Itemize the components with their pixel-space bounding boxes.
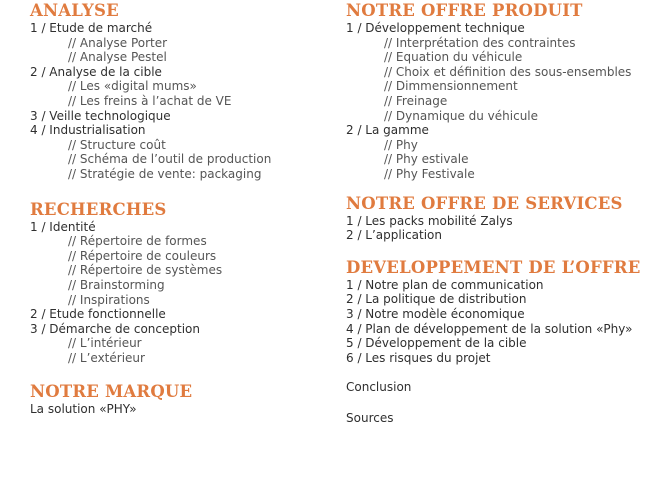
section-title-offre-produit: NOTRE OFFRE PRODUIT [346,1,583,20]
toc-subitem-freins-achat: // Les freins à l’achat de VE [68,93,232,108]
toc-item-packs-mobilite: 1 / Les packs mobilité Zalys [346,213,513,228]
toc-subitem-equation-vehicule: // Equation du véhicule [384,50,523,65]
toc-item-risques-projet: 6 / Les risques du projet [346,350,491,365]
toc-item-demarche-conception: 3 / Démarche de conception [30,321,200,336]
section-title-analyse: ANALYSE [30,1,119,20]
toc-item-conclusion: Conclusion [346,380,412,395]
toc-subitem-repertoire-formes: // Répertoire de formes [68,234,207,249]
toc-subitem-repertoire-systemes: // Répertoire de systèmes [68,263,223,278]
toc-subitem-exterieur: // L’extérieur [68,350,145,365]
toc-subitem-digital-mums: // Les «digital mums» [68,79,197,94]
toc-subitem-freinage: // Freinage [384,93,448,108]
toc-item-identite: 1 / Identité [30,219,96,234]
toc-item-etude-marche: 1 / Etude de marché [30,21,153,35]
toc-item-plan-communication: 1 / Notre plan de communication [346,277,544,292]
toc-item-modele-economique: 3 / Notre modèle économique [346,306,525,321]
toc-item-developpement-cible: 5 / Développement de la cible [346,336,527,351]
toc-subitem-structure-cout: // Structure coût [68,137,166,152]
toc-subitem-phy-festivale: // Phy Festivale [384,166,475,181]
toc-subitem-dimmensionnement: // Dimmensionnement [384,79,518,94]
toc-subitem-inspirations: // Inspirations [68,292,150,307]
toc-item-veille-technologique: 3 / Veille technologique [30,108,171,123]
toc-subitem-phy: // Phy [384,137,418,152]
toc-subitem-interieur: // L’intérieur [68,336,142,351]
section-title-developpement-offre: DEVELOPPEMENT DE L’OFFRE [346,257,641,277]
right-column [346,0,656,425]
toc-item-la-gamme: 2 / La gamme [346,123,429,138]
toc-item-analyse-cible: 2 / Analyse de la cible [30,64,162,79]
section-title-offre-services: NOTRE OFFRE DE SERVICES [346,193,623,213]
toc-subitem-analyse-pestel: // Analyse Pestel [68,50,167,65]
toc-item-plan-developpement: 4 / Plan de développement de la solution «Phy» [346,321,633,336]
toc-subitem-analyse-porter: // Analyse Porter [68,35,168,50]
left-column [30,0,330,417]
toc-subitem-brainstorming: // Brainstorming [68,277,165,292]
section-title-recherches: RECHERCHES [30,199,167,219]
toc-subitem-choix-sous-ensembles: // Choix et définition des sous-ensembles [384,64,632,79]
toc-subitem-phy-estivale: // Phy estivale [384,152,469,167]
toc-item-politique-distribution: 2 / La politique de distribution [346,292,527,307]
toc-item-application: 2 / L’application [346,228,442,243]
toc-subitem-strategie-vente: // Stratégie de vente: packaging [68,166,262,181]
toc-item-solution-phy: La solution «PHY» [30,402,137,417]
toc-subitem-interpretation-contraintes: // Interprétation des contraintes [384,35,576,50]
section-title-marque: NOTRE MARQUE [30,382,193,402]
toc-item-sources: Sources [346,410,394,425]
toc-subitem-dynamique-vehicule: // Dynamique du véhicule [384,108,539,123]
toc-subitem-schema-outil: // Schéma de l’outil de production [68,152,272,167]
toc-item-industrialisation: 4 / Industrialisation [30,123,146,138]
toc-subitem-repertoire-couleurs: // Répertoire de couleurs [68,248,217,263]
toc-item-developpement-technique: 1 / Développement technique [346,21,525,35]
toc-item-etude-fonctionnelle: 2 / Etude fonctionnelle [30,307,166,322]
